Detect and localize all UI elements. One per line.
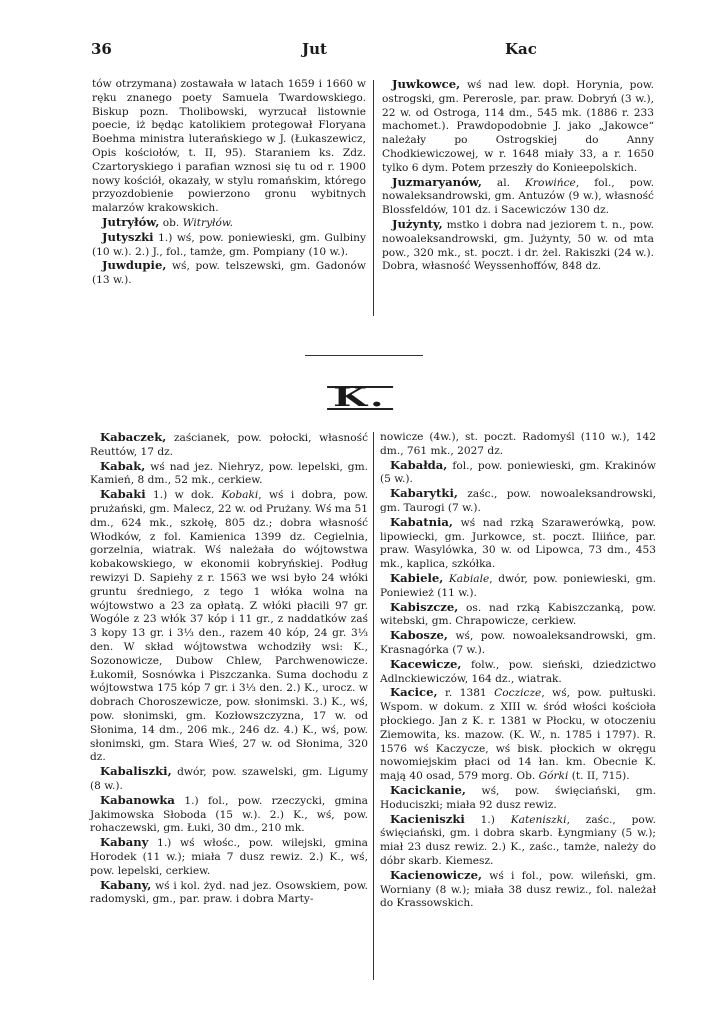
entry-headword: Jużynty, bbox=[392, 216, 443, 231]
entry-paragraph: Kabany, wś i kol. żyd. nad jez. Osowskiem, pow. radomyski, gm., par. praw. i dobra Marty- bbox=[90, 877, 368, 906]
entry-headword: Jutyszki bbox=[102, 229, 154, 244]
entry-headword: Kacienowicze, bbox=[390, 867, 483, 882]
entry-paragraph: nowicze (4w.), st. poczt. Radomyśl (110 w.), 142 dm., 761 mk., 2027 dz. bbox=[380, 431, 656, 457]
entry-headword: Kabany bbox=[100, 835, 149, 850]
entry-paragraph: Jutyszki 1.) wś, pow. poniewieski, gm. Gulbiny (10 w.). 2.) J., fol., tamże, gm. Pompiany (10 w.). bbox=[92, 229, 366, 258]
entry-paragraph: Juzmaryanów, al. Krowińce, fol., pow. nowaleksandrowski, gm. Antuzów (9 w.), własność Blossfeldów, 101 dz. i Sacewiczów 130 dz. bbox=[382, 174, 654, 217]
entry-paragraph: Kabiele, Kabiale, dwór, pow. poniewieski, gm. Poniewież (11 w.). bbox=[380, 570, 656, 599]
entry-headword: Juwdupie, bbox=[102, 258, 167, 273]
entry-paragraph: Kacice, r. 1381 Coczicze, wś, pow. pułtuski. Wspom. w dokum. z XIII w. śród włości kościoła płockiego. Jan z K. r. 1381 w Płocku, w otoczeniu Ziemowita, ks. mazow. (K. W., n. 1785 i 1797). R. 1576 wś Kaczycze, wś bisk. płockich w okręgu nowomiejskim płaci od 14 łan. km. Obecnie K. mają 40 osad, 579 morg. Ob. Górki (t. II, 715). bbox=[380, 685, 656, 783]
page-number: 36 bbox=[91, 40, 112, 58]
entry-paragraph: Kabałda, fol., pow. poniewieski, gm. Krakinów (5 w.). bbox=[380, 457, 656, 486]
entry-headword: Kacieniszki bbox=[390, 811, 465, 826]
bottom-left-column bbox=[90, 431, 368, 907]
column-divider bbox=[373, 80, 374, 316]
section-letter: K. bbox=[0, 383, 720, 413]
entry-paragraph: Kabatnia, wś nad rzką Szarawerówką, pow. lipowiecki, gm. Jurkowce, st. poczt. Iliińce, par. praw. Wasylówka, 30 w. od Lipowca, 73 dm., 453 mk., kaplica, szkółka. bbox=[380, 514, 656, 571]
entry-headword: Kabosze, bbox=[390, 628, 448, 643]
entry-headword: Kabiszcze, bbox=[390, 599, 459, 614]
entry-paragraph: Kabiszcze, os. nad rzką Kabiszczanką, pow. witebski, gm. Chrapowicze, cerkiew. bbox=[380, 599, 656, 628]
entry-headword: Kabaliszki, bbox=[100, 764, 172, 779]
entry-headword: Kabak, bbox=[100, 458, 146, 473]
entry-paragraph: Juwkowce, wś nad lew. dopł. Horynia, pow. ostrogski, gm. Pererosle, par. praw. Dobryń (3 w.), 22 w. od Ostroga, 114 dm., 545 mk. (1886 r. 233 machomet.). Prawdopodobnie J. jako „Jakowce“ należały po Ostrogskiej do Anny Chodkiewiczowej, w r. 1648 miały 33, a r. 1650 tylko 6 dym. Potem przeszły do Konieepolskich. bbox=[382, 77, 654, 174]
entry-headword: Juzmaryanów, bbox=[392, 174, 482, 189]
entry-headword: Kabanowka bbox=[100, 792, 175, 807]
entry-paragraph: Jutryłów, ob. Witryłów. bbox=[102, 214, 234, 229]
entry-paragraph: Kacickanie, wś, pow. święciański, gm. Hoduciszki; miała 92 dusz rewiz. bbox=[380, 782, 656, 811]
entry-headword: Kacice, bbox=[390, 685, 438, 700]
column-divider bbox=[373, 432, 374, 980]
entry-paragraph: Juwdupie, wś, pow. telszewski, gm. Gadonów (13 w.). bbox=[92, 258, 366, 287]
entry-headword: Kabiele, bbox=[390, 570, 444, 585]
entry-paragraph: Kabaliszki, dwór, pow. szawelski, gm. Ligumy (8 w.). bbox=[90, 764, 368, 792]
entry-headword: Kabatnia, bbox=[390, 514, 453, 529]
entry-headword: Kabany, bbox=[100, 877, 152, 892]
entry-paragraph: Kacewicze, folw., pow. sieński, dziedzictwo Adlnckiewiczów, 164 dz., wiatrak. bbox=[380, 656, 656, 685]
top-left-column bbox=[92, 78, 366, 288]
bottom-right-column bbox=[380, 431, 656, 911]
entry-paragraph: Kabanowka 1.) fol., pow. rzeczycki, gmina Jakimowska Słoboda (15 w.). 2.) K., wś, pow. rohaczewski, gm. Łuki, 30 dm., 210 mk. bbox=[90, 792, 368, 835]
entry-paragraph: tów otrzymana) zostawała w latach 1659 i 1660 w ręku znanego poety Samuela Twardowskiego. Biskup pozn. Tholibowski, wyrzucał listownie poecie, iż będąc katolikiem protegował Floryana Boehma ministra luterańskiego w J. (Łukaszewicz, Opis kościołów, t. II, 95). Staraniem ks. Zdz. Czartoryskiego i parafian wznosi się tu od r. 1900 nowy kościół, okazały, w stylu romańskim, którego przyozdobienie powierzono gronu wybitnych malarzów krakowskich. bbox=[92, 78, 366, 215]
entry-paragraph: Kabarytki, zaśc., pow. nowoaleksandrowski, gm. Taurogi (7 w.). bbox=[380, 486, 656, 514]
entry-headword: Kabaki bbox=[100, 487, 146, 502]
entry-headword: Kabaczek, bbox=[100, 430, 167, 444]
section-divider bbox=[305, 355, 423, 356]
entry-paragraph: Kabaki 1.) w dok. Kobaki, wś i dobra, pow. prużański, gm. Malecz, 22 w. od Prużany. Wś ma 51 dm., 624 mk., szkołę, 805 dz.; dobra własność Włodków, z fol. Kamienica 1399 dz. Cegielnia, gorzelnia, wiatrak. Wś należała do wójtowstwa kobakowskiego, w ekonomii kobryńskiej. Podług rewizyi D. Sapiehy z r. 1563 we wsi było 24 włóki gruntu średniego, z tego 1 włóka wolna na wójtowstwo a 23 za opłatą. Z włóki płacili 97 gr. Wogóle z 23 włók 37 kóp i 11 gr., z naddatków zaś 3 kopy 13 gr. i 3⅓ den., razem 40 kóp, 24 gr. 3⅓ den. W skład wójtowstwa wchodziły wsi: K., Sozonowicze, Dubow Chlew, Parchwenowicze. Łukomił, Sosnówka i Piszczanka. Suma dochodu z wójtowstwa 175 kóp 7 gr. i 3⅓ den. 2.) K., urocz. w dobrach Choroszewicze, pow. słonimski. 3.) K., wś, pow. słonimski, gm. Kozłowszczyzna, 17 w. od Słonima, 14 dm., 206 mk., 246 dz. 4.) K., wś, pow. słonimski, gm. Stara Wieś, 27 w. od Słonima, 320 dz. bbox=[90, 487, 368, 764]
entry-paragraph: Kabosze, wś, pow. nowoaleksandrowski, gm. Krasnagórka (7 w.). bbox=[380, 628, 656, 656]
left-running-head: Jut bbox=[302, 40, 327, 58]
entry-headword: Jutryłów, bbox=[102, 214, 160, 229]
entry-paragraph: Kacieniszki 1.) Kateniszki, zaśc., pow. święciański, gm. i dobra skarb. Łyngmiany (5 w.); miał 23 dusz rewiz. 2.) K., zaśc., tamże, należy do dóbr skarb. Kiemesz. bbox=[380, 811, 656, 867]
entry-headword: Kacickanie, bbox=[390, 782, 466, 797]
entry-paragraph: Kabak, wś nad jez. Niehryz, pow. lepelski, gm. Kamień, 8 dm., 52 mk., cerkiew. bbox=[90, 458, 368, 487]
entry-paragraph: Kacienowicze, wś i fol., pow. wileński, gm. Worniany (8 w.); miała 38 dusz rewiz., fol. należał do Krassowskich. bbox=[380, 867, 656, 910]
entry-paragraph: Kabany 1.) wś włośc., pow. wilejski, gmina Horodek (11 w.); miała 7 dusz rewiz. 2.) K., wś, pow. lepelski, cerkiew. bbox=[90, 835, 368, 877]
entry-headword: Kabałda, bbox=[390, 457, 448, 472]
entry-paragraph: Jużynty, mstko i dobra nad jeziorem t. n., pow. nowoaleksandrowski, gm. Jużynty, 50 w. od mta pow., 320 mk., st. poczt. i dr. żel. Rakiszki (24 w.). Dobra, własność Weyssenhoffów, 848 dz. bbox=[382, 216, 654, 273]
entry-headword: Kacewicze, bbox=[390, 656, 462, 671]
page-header bbox=[0, 40, 720, 62]
entry-headword: Kabarytki, bbox=[390, 486, 458, 501]
entry-headword: Juwkowce, bbox=[392, 77, 461, 91]
entry-paragraph: Kabaczek, zaścianek, pow. połocki, własność Reuttów, 17 dz. bbox=[90, 430, 368, 458]
top-right-column bbox=[382, 78, 654, 274]
right-running-head: Kac bbox=[505, 40, 537, 58]
